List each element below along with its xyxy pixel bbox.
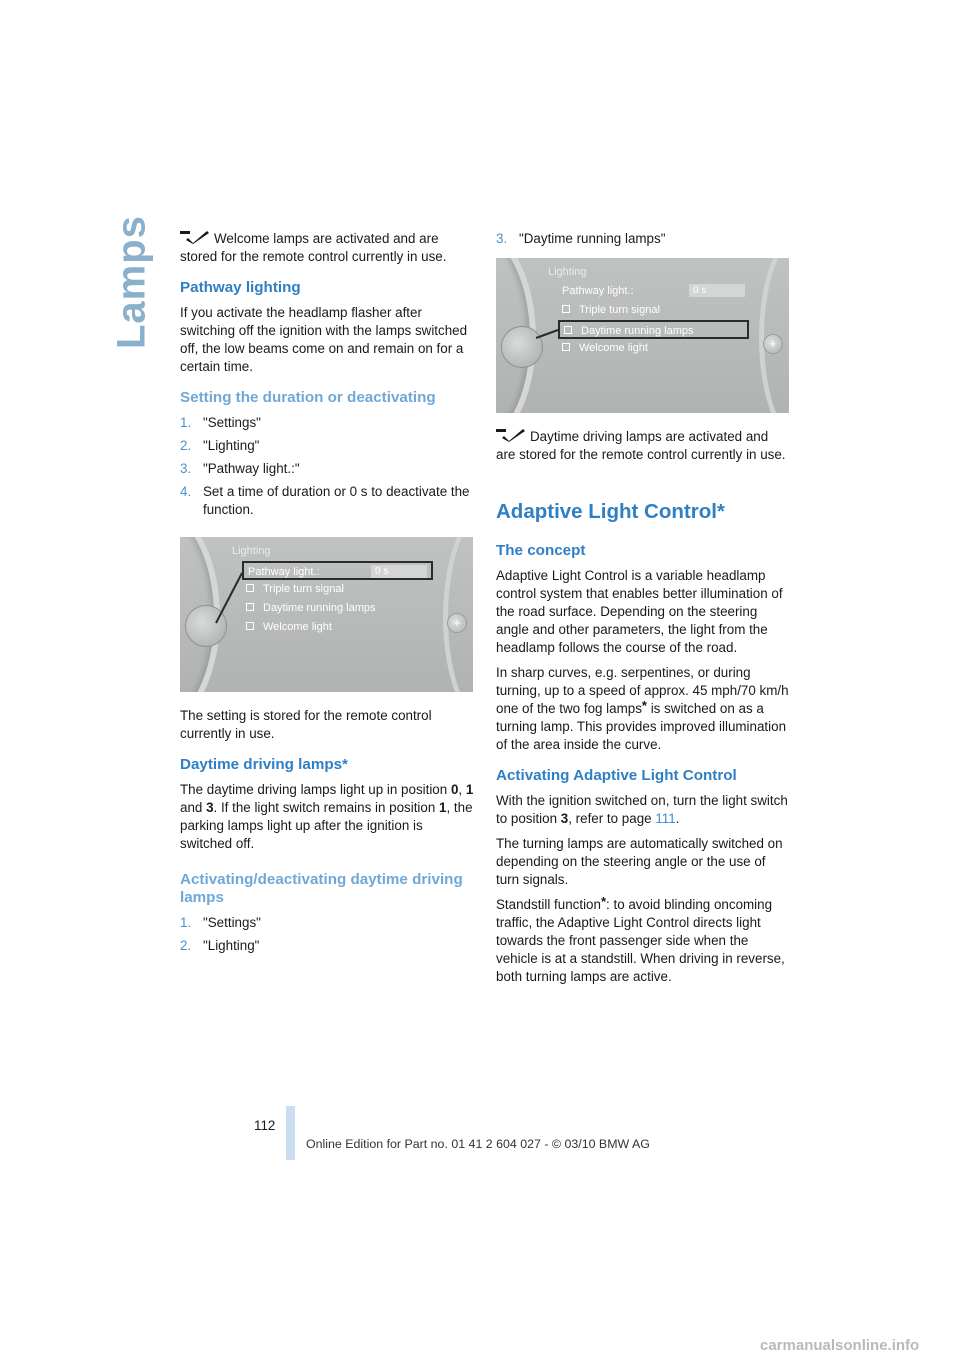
activating-daytime-heading: Activating/deactivating daytime driving lamps [180, 871, 463, 906]
checkmark-icon [180, 231, 210, 244]
menu-row: Welcome light [242, 618, 433, 637]
alc-heading: Adaptive Light Control* [496, 500, 725, 523]
pathway-row: Pathway light.: 0 s [558, 282, 749, 301]
turning-paragraph: The turning lamps are automatically switched on depending on the steering angle or the use of turn signals. [496, 836, 783, 887]
screen-title: Lighting [232, 545, 271, 557]
lighting-screen-image [180, 537, 473, 692]
menu-row: Daytime running lamps [242, 599, 433, 618]
menu-row: Triple turn signal [242, 580, 433, 599]
welcome-paragraph: Welcome lamps are activated and are stored for the remote control currently in use. [180, 231, 447, 264]
watermark: carmanualsonline.info [760, 1337, 920, 1354]
activating-alc-heading: Activating Adaptive Light Control [496, 767, 737, 784]
pathway-row: Pathway light.: 0 s [242, 561, 433, 580]
pointer-line [496, 258, 789, 413]
activating-steps [180, 914, 476, 955]
section-side-title: Lamps [109, 215, 154, 349]
plus-icon: + [447, 613, 467, 633]
daytime-active-paragraph: Daytime driving lamps are activated and are stored for the remote control currently in use. [496, 429, 786, 462]
concept-heading: The concept [496, 542, 586, 559]
daytime-heading: Daytime driving lamps* [180, 756, 348, 773]
curves-paragraph: In sharp curves, e.g. serpentines, or during turning, up to a speed of approx. 45 mph/70 km/h one of the two fog lamps* is switched on as a turning lamp. This provides improved illumination of the area inside the curve. [496, 665, 789, 752]
pathway-paragraph: If you activate the headlamp flasher after switching off the ignition with the lamps switched off, the low beams come on and remain on for a certain time. [180, 305, 468, 374]
list-item: 2. "Lighting" [180, 938, 260, 953]
list-item: 3. "Daytime running lamps" [496, 231, 666, 246]
edition-text: Online Edition for Part no. 01 41 2 604 027 - © 03/10 BMW AG [306, 1137, 650, 1151]
duration-heading: Setting the duration or deactivating [180, 389, 436, 406]
standstill-paragraph: Standstill function*: to avoid blinding oncoming traffic, the Adaptive Light Control directs light towards the front passenger side when the vehicle is at a standstill. When driving in reverse, both turning lamps are active. [496, 894, 785, 984]
pointer-line [180, 537, 473, 692]
list-item: 1. "Settings" [180, 415, 261, 430]
daytime-step3 [496, 230, 791, 248]
page-number: 112 [254, 1118, 276, 1133]
menu-row-selected: Daytime running lamps [558, 320, 749, 339]
activating-alc-paragraph: With the ignition switched on, turn the light switch to position 3, refer to page 111. [496, 793, 788, 826]
list-item: 1. "Settings" [180, 915, 261, 930]
list-item: 4. Set a time of duration or 0 s to deactivate the function. [180, 484, 470, 517]
list-item: 2. "Lighting" [180, 438, 260, 453]
list-item: 3. "Pathway light.:" [180, 461, 300, 476]
duration-steps [180, 414, 476, 519]
daytime-paragraph: The daytime driving lamps light up in position 0, 1 and 3. If the light switch remains in position 1, the parking lamps light up after the ignition is switched off. [180, 782, 474, 851]
menu-row: Welcome light [558, 339, 749, 358]
stored-paragraph: The setting is stored for the remote control currently in use. [180, 708, 432, 741]
right-column [496, 230, 791, 993]
left-column [180, 230, 476, 960]
footer-bar [286, 1106, 295, 1160]
page-link[interactable]: 111 [655, 811, 676, 826]
concept-paragraph: Adaptive Light Control is a variable headlamp control system that enables better illumination of the road surface. Depending on the steering angle and other parameters, the light from the headlamp follows the course of the road. [496, 568, 783, 655]
plus-icon: + [763, 334, 783, 354]
screen-title: Lighting [548, 266, 587, 278]
lighting-screen-image-2 [496, 258, 789, 413]
checkmark-icon [496, 429, 526, 442]
menu-row: Triple turn signal [558, 301, 749, 320]
pathway-heading: Pathway lighting [180, 279, 301, 296]
